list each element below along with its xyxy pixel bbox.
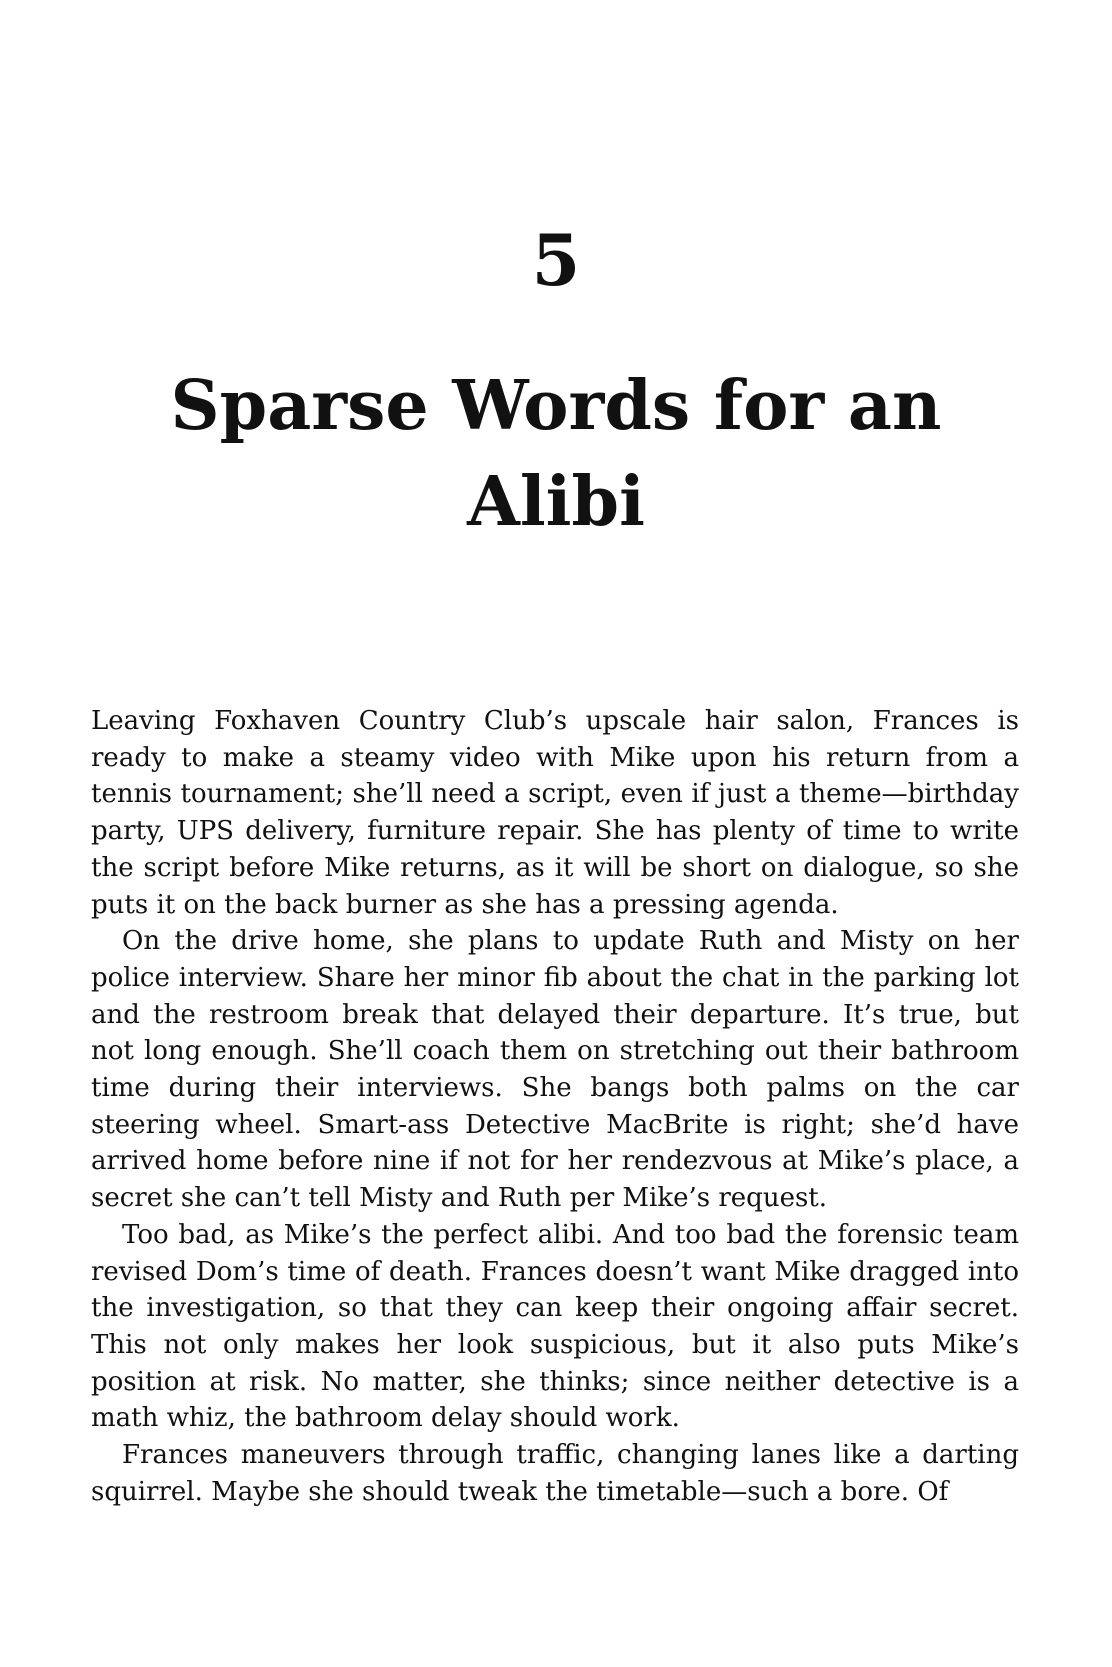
paragraph: Too bad, as Mike’s the perfect alibi. And too bad the forensic team revised Dom’s time of death. Frances doesn’t want Mike dragged into the investigation, so that they can keep their ongoing affair secret. This not only makes her look suspicious, but it also puts Mike’s position at risk. No matter, she thinks; since neither detective is a math whiz, the bathroom delay should work. [91,1219,1019,1434]
chapter-title: Sparse Words for an Alibi [170,366,942,542]
paragraph: Leaving Foxhaven Country Club’s upscale hair salon, Frances is ready to make a steamy video with Mike upon his return from a tennis tournament; she’ll need a script, even if just a theme—birthday party, UPS delivery, furniture repair. She has plenty of time to write the script before Mike returns, as it will be short on dialogue, so she puts it on the back burner as she has a pressing agenda. [91,706,1019,920]
paragraph: On the drive home, she plans to update Ruth and Misty on her police interview. Share her minor fib about the chat in the parking lot and the restroom break that delayed their departure. It’s true, but not long enough. She’ll coach them on stretching out their bathroom time during their interviews. She bangs both palms on the car steering wheel. Smart-ass Detective MacBrite is right; she’d have arrived home before nine if not for her rendezvous at Mike’s place, a secret she can’t tell Misty and Ruth per Mike’s request. [91,926,1019,1214]
chapter-number: 5 [531,219,581,302]
chapter-body [91,703,1019,1510]
paragraph: Frances maneuvers through traffic, changing lanes like a darting squirrel. Maybe she should tweak the timetable—such a bore. Of [91,1440,1019,1507]
